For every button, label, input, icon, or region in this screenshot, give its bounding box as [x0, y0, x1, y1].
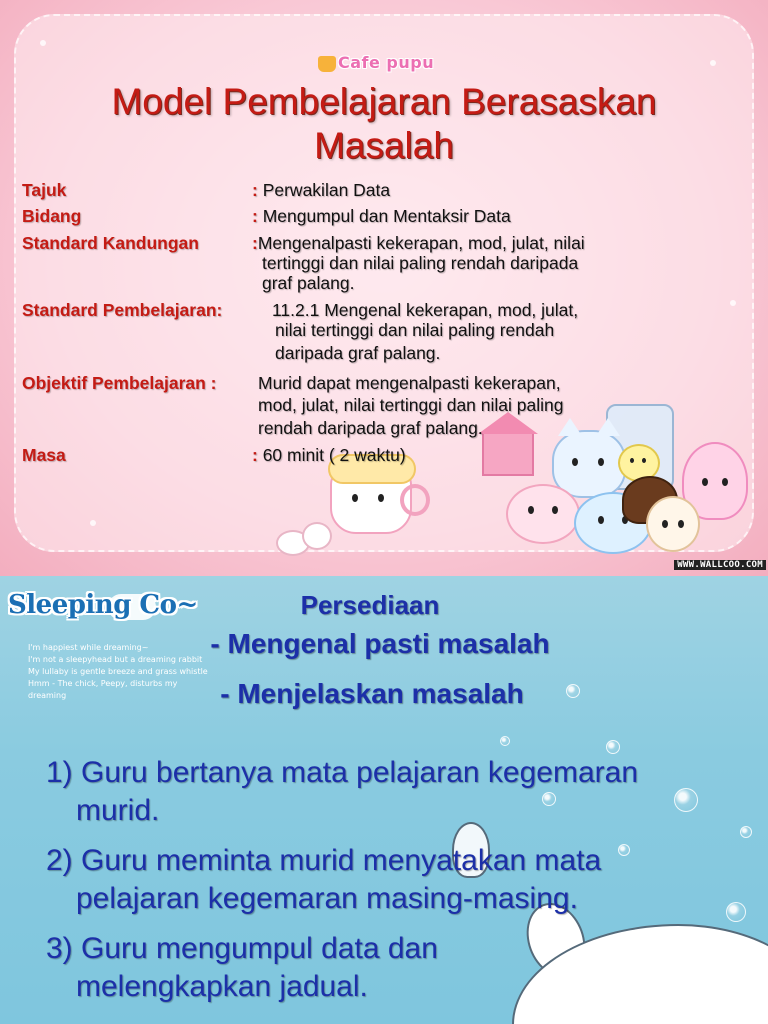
list-item-continuation: murid.	[76, 794, 160, 827]
subheading-2: - Menjelaskan masalah	[220, 678, 524, 709]
info-value: : 60 minit ( 2 waktu)	[252, 445, 406, 465]
info-value: : Mengumpul dan Mentaksir Data	[252, 206, 511, 226]
bubble-decor	[726, 902, 746, 922]
small-character-illustration	[302, 522, 332, 550]
cup-character-illustration	[330, 470, 412, 534]
title-line-2: Masalah	[314, 125, 454, 166]
cat-character-illustration	[552, 430, 626, 498]
decor-dot	[710, 60, 716, 66]
watermark-text: WWW.WALLCOO.COM	[674, 560, 766, 570]
info-label: Standard Pembelajaran:	[22, 300, 223, 320]
info-label: Tajuk	[22, 180, 67, 200]
list-item: 2) Guru meminta murid menyatakan mata	[46, 844, 602, 877]
logo-text: Sleeping Co~	[8, 590, 198, 620]
info-label: Bidang	[22, 206, 82, 226]
bubble-decor	[542, 792, 556, 806]
info-value: : Perwakilan Data	[252, 180, 391, 200]
bubble-decor	[674, 788, 698, 812]
title-line-1: Model Pembelajaran Berasaskan	[111, 81, 657, 122]
bubble-decor	[618, 844, 630, 856]
info-label: Masa	[22, 445, 66, 465]
pig-character-illustration	[506, 484, 580, 544]
bun-character-illustration	[646, 496, 700, 552]
logo-tagline: I'm happiest while dreaming~ I'm not a sleepyhead but a dreaming rabbit My lullaby is gentle breeze and grass whistle Hmm - The chick, Peepy, disturbs my dreaming	[28, 643, 208, 700]
decor-dot	[90, 520, 96, 526]
decor-dot	[40, 40, 46, 46]
list-item: 1) Guru bertanya mata pelajaran kegemaran	[46, 756, 639, 789]
list-item-continuation: melengkapkan jadual.	[76, 970, 368, 1003]
decor-dot	[730, 300, 736, 306]
slide-1-title	[0, 80, 768, 168]
bubble-decor	[500, 736, 510, 746]
list-item: 3) Guru mengumpul data dan	[46, 932, 438, 965]
slide-2-heading: Persediaan	[300, 590, 440, 620]
cup-icon	[318, 56, 336, 72]
slide-2	[0, 576, 768, 1024]
info-value: Murid dapat mengenalpasti kekerapan, mod, julat, nilai tertinggi dan nilai paling rendah daripada graf palang.	[258, 373, 564, 438]
subheading-1: - Mengenal pasti masalah	[210, 628, 550, 659]
bubble-decor	[740, 826, 752, 838]
bubble-decor	[606, 740, 620, 754]
logo-text: Cafe pupu	[338, 53, 435, 72]
info-value: 11.2.1 Mengenal kekerapan, mod, julat, nilai tertinggi dan nilai paling rendah daripada graf palang.	[272, 300, 579, 363]
info-label: Objektif Pembelajaran :	[22, 373, 217, 393]
cafe-pupu-logo	[318, 54, 456, 76]
info-value: :Mengenalpasti kekerapan, mod, julat, nilai tertinggi dan nilai paling rendah daripada graf palang.	[252, 233, 585, 293]
info-label: Standard Kandungan	[22, 233, 199, 253]
house-illustration	[482, 432, 534, 476]
list-item-continuation: pelajaran kegemaran masing-masing.	[76, 882, 578, 915]
